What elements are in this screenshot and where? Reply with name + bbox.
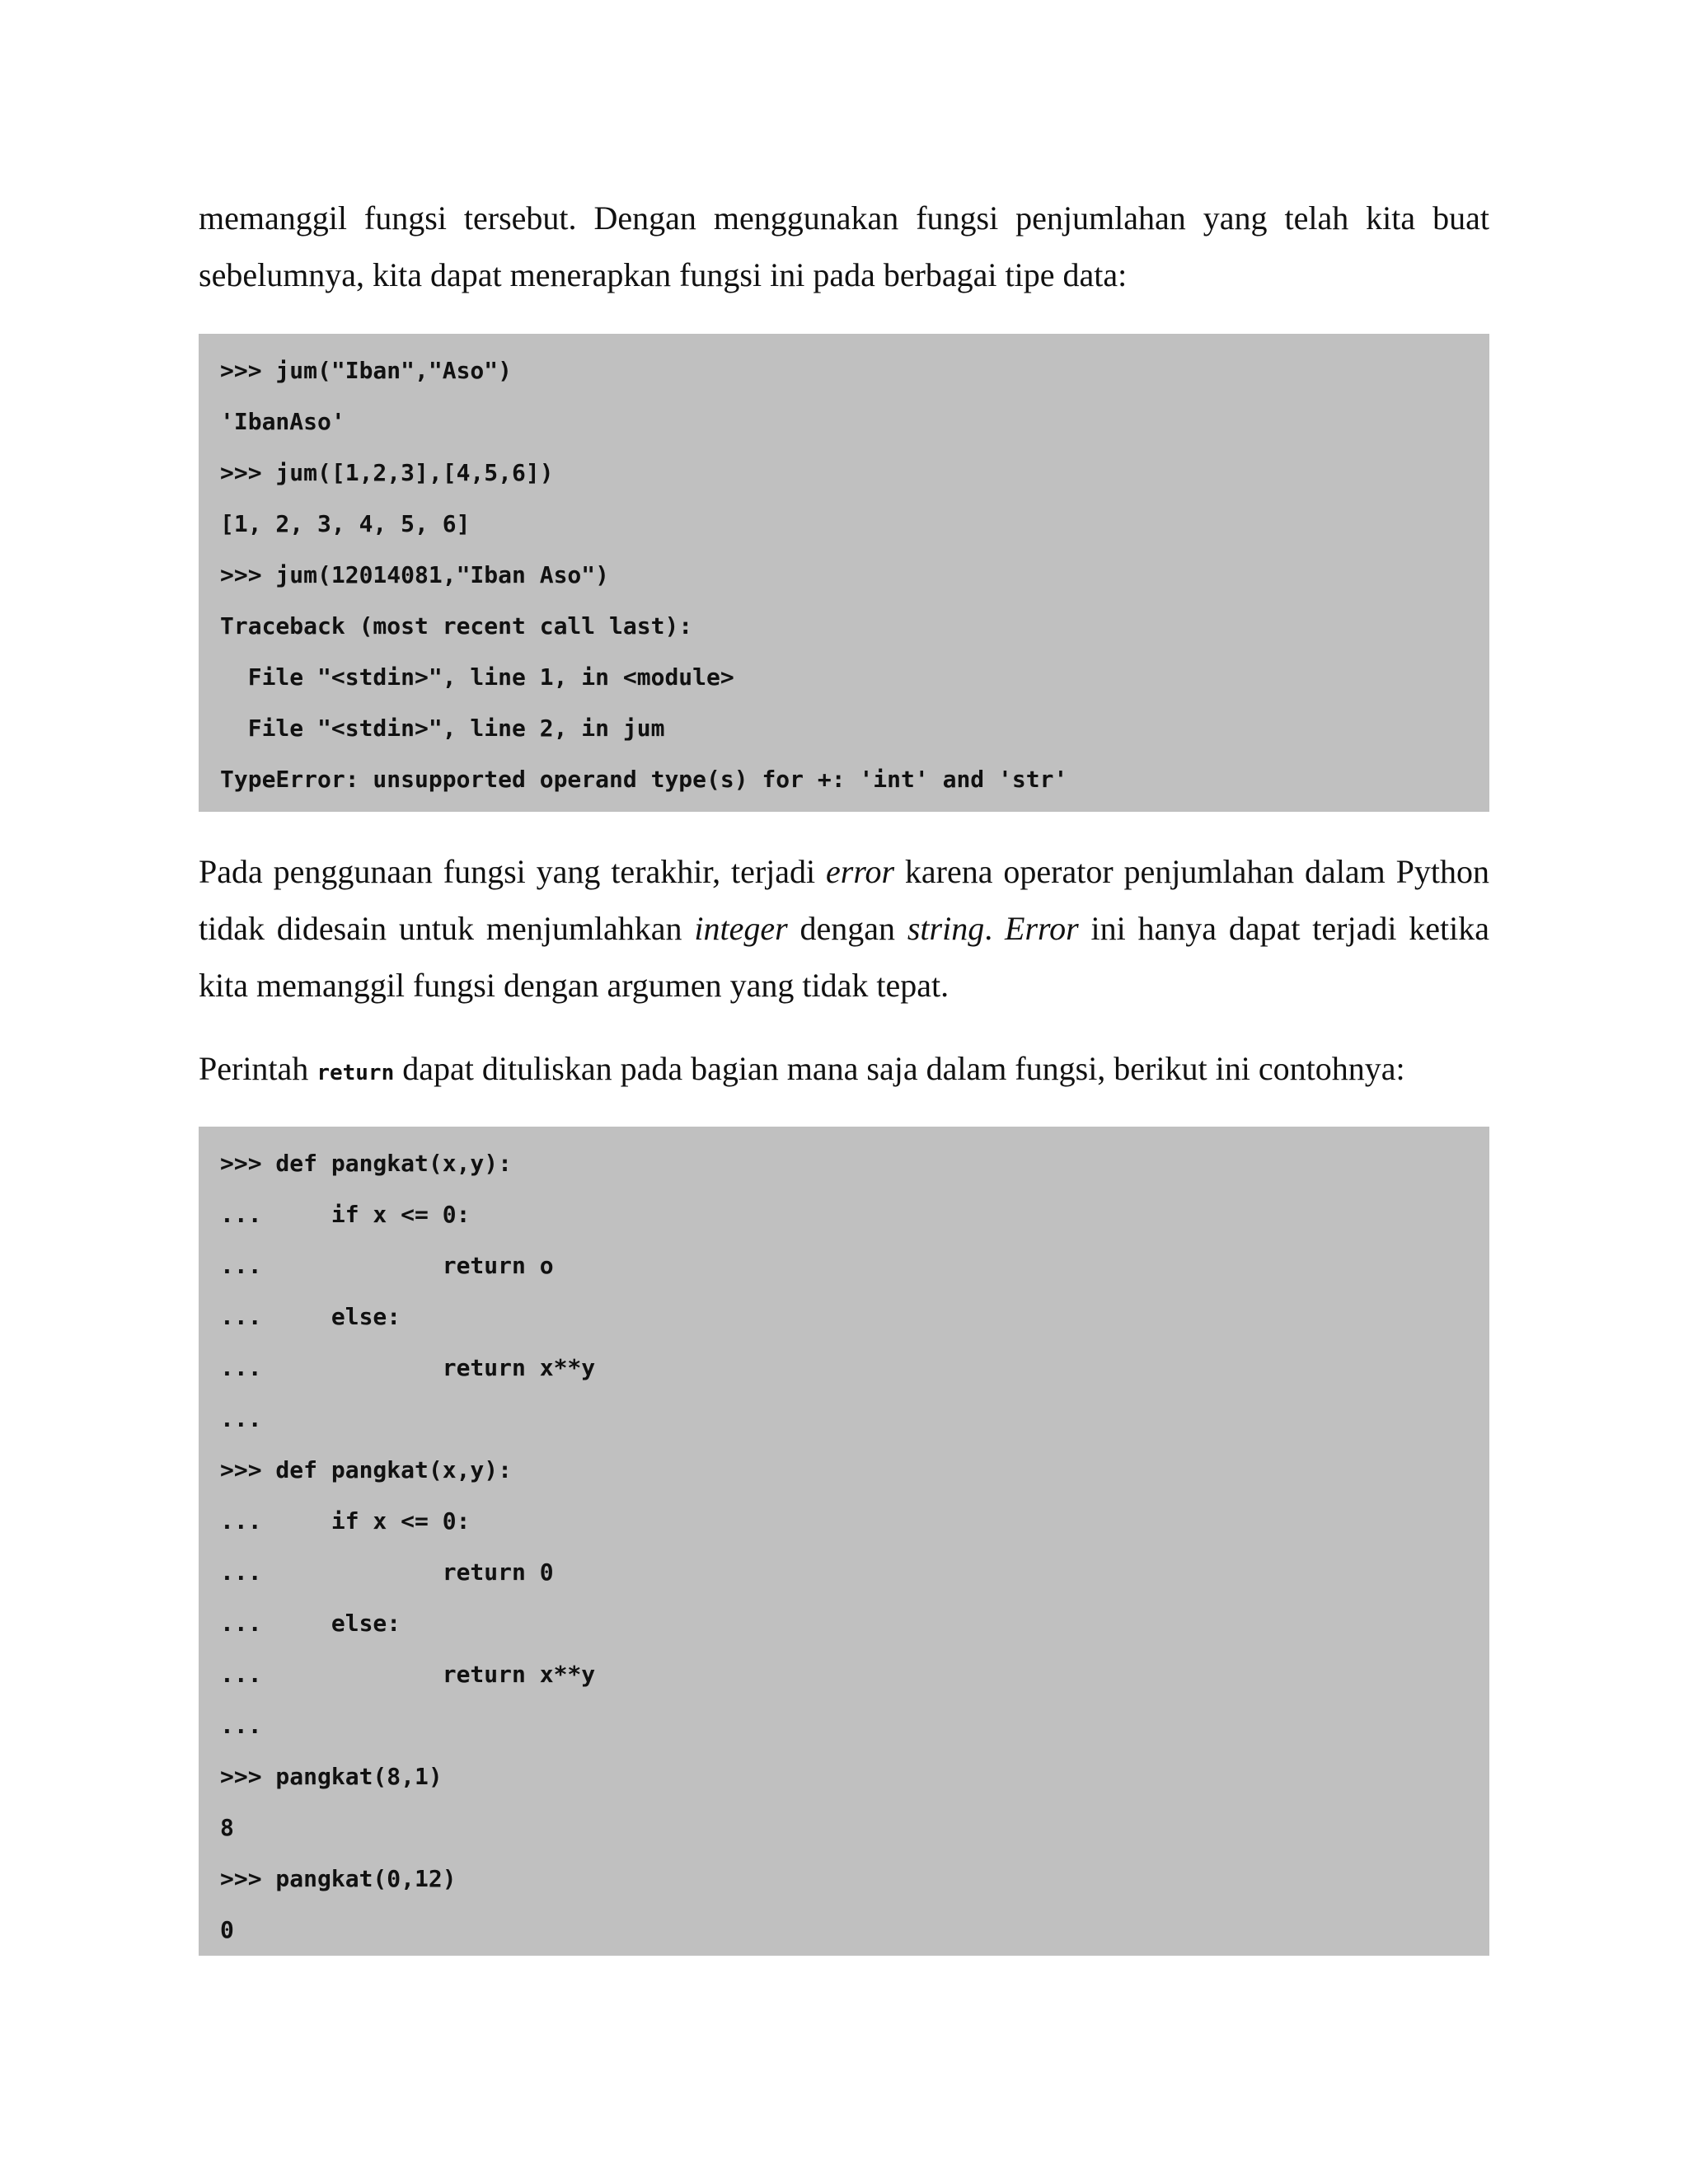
code-line: 'IbanAso' <box>220 408 345 435</box>
emphasis-integer: integer <box>694 910 788 947</box>
intro-paragraph: memanggil fungsi tersebut. Dengan menggunakan fungsi penjumlahan yang telah kita buat sebelumnya, kita dapat menerapkan fungsi ini pada berbagai tipe data: <box>199 199 1489 293</box>
code-line: ... return x**y <box>220 1661 596 1688</box>
code-line: >>> def pangkat(x,y): <box>220 1150 513 1177</box>
code-line: File "<stdin>", line 2, in jum <box>220 715 665 742</box>
code-line: 0 <box>220 1916 234 1943</box>
code-line: >>> pangkat(8,1) <box>220 1763 443 1790</box>
text-segment: dengan <box>787 910 907 947</box>
emphasis-string: string <box>907 910 985 947</box>
code-line: ... if x <= 0: <box>220 1201 471 1228</box>
code-block-jum <box>199 334 1489 812</box>
code-line: ... else: <box>220 1303 401 1330</box>
code-line: ... return 0 <box>220 1558 554 1586</box>
return-paragraph <box>199 1040 1489 1102</box>
text-segment: Pada penggunaan fungsi yang terakhir, terjadi <box>199 853 827 890</box>
code-line: >>> jum(12014081,"Iban Aso") <box>220 561 610 588</box>
code-block-pangkat <box>199 1127 1489 1956</box>
code-line: >>> jum("Iban","Aso") <box>220 357 513 384</box>
emphasis-error-2: Error <box>1005 910 1079 947</box>
error-explanation-paragraph <box>199 843 1489 1014</box>
code-line: ... return x**y <box>220 1354 596 1381</box>
code-line: [1, 2, 3, 4, 5, 6] <box>220 510 471 537</box>
code-line: TypeError: unsupported operand type(s) for +: 'int' and 'str' <box>220 766 1068 793</box>
code-line: ... <box>220 1712 262 1739</box>
code-line: >>> pangkat(0,12) <box>220 1865 457 1892</box>
code-line: ... return o <box>220 1252 554 1279</box>
emphasis-error: error <box>826 853 895 890</box>
code-line: >>> jum([1,2,3],[4,5,6]) <box>220 459 554 486</box>
code-line: ... <box>220 1405 262 1432</box>
code-line: ... if x <= 0: <box>220 1507 471 1535</box>
code-line: >>> def pangkat(x,y): <box>220 1456 513 1483</box>
text-segment: Perintah <box>199 1050 317 1087</box>
inline-code-return: return <box>316 1061 395 1085</box>
code-line: File "<stdin>", line 1, in <module> <box>220 663 734 691</box>
text-segment: dapat dituliskan pada bagian mana saja dalam fungsi, berikut ini contohnya: <box>394 1050 1405 1087</box>
code-line: 8 <box>220 1814 234 1841</box>
text-segment: karena operator penjumlahan dalam Python tidak didesain untuk menjumlahkan <box>199 853 1489 947</box>
code-line: Traceback (most recent call last): <box>220 612 693 640</box>
text-segment: ini hanya dapat terjadi ketika kita memanggil fungsi dengan argumen yang tidak tepat. <box>199 910 1490 1004</box>
code-line: ... else: <box>220 1610 401 1637</box>
text-segment: . <box>984 910 1006 947</box>
